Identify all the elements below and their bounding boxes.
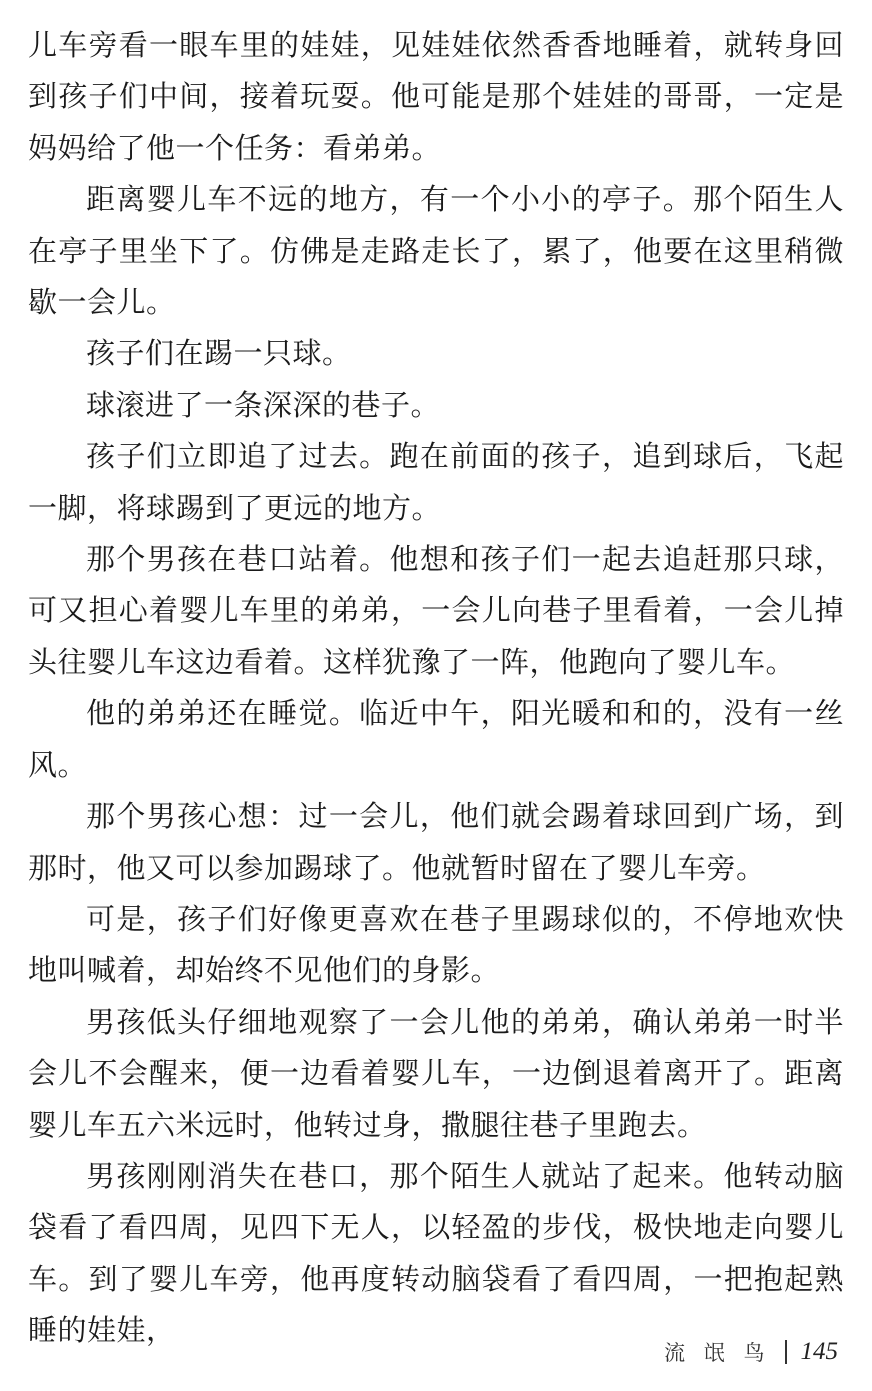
paragraph: 那个男孩心想：过一会儿，他们就会踢着球回到广场，到那时，他又可以参加踢球了。他就暂时留在了婴儿车旁。 [28,799,844,885]
paragraph: 那个男孩在巷口站着。他想和孩子们一起去追赶那只球，可又担心着婴儿车里的弟弟，一会儿向巷子里看着，一会儿掉头往婴儿车这边看着。这样犹豫了一阵，他跑向了婴儿车。 [28,542,844,679]
page-number: 145 [800,1338,838,1365]
paragraph: 男孩低头仔细地观察了一会儿他的弟弟，确认弟弟一时半会儿不会醒来，便一边看着婴儿车，一边倒退着离开了。距离婴儿车五六米远时，他转过身，撒腿往巷子里跑去。 [28,1004,844,1142]
body-text [28,20,844,1357]
paragraph: 可是，孩子们好像更喜欢在巷子里踢球似的，不停地欢快地叫喊着，却始终不见他们的身影。 [28,901,844,988]
paragraph: 球滚进了一条深深的巷子。 [86,387,441,422]
paragraph: 孩子们立即追了过去。跑在前面的孩子，追到球后，飞起一脚，将球踢到了更远的地方。 [28,439,844,525]
footer-divider [785,1340,787,1364]
paragraph: 男孩刚刚消失在巷口，那个陌生人就站了起来。他转动脑袋看了看四周，见四下无人，以轻盈的步伐，极快地走向婴儿车。到了婴儿车旁，他再度转动脑袋看了看四周，一把抱起熟睡的娃娃， [28,1158,844,1348]
paragraph: 孩子们在踢一只球。 [86,336,352,371]
book-title: 流 氓 鸟 [664,1341,771,1365]
paragraph: 儿车旁看一眼车里的娃娃，见娃娃依然香香地睡着，就转身回到孩子们中间，接着玩耍。他可能是那个娃娃的哥哥，一定是妈妈给了他一个任务：看弟弟。 [28,28,844,165]
paragraph: 他的弟弟还在睡觉。临近中午，阳光暖和和的，没有一丝风。 [28,696,844,782]
page-footer [664,1336,838,1368]
paragraph: 距离婴儿车不远的地方，有一个小小的亭子。那个陌生人在亭子里坐下了。仿佛是走路走长了，累了，他要在这里稍微歇一会儿。 [28,182,844,320]
